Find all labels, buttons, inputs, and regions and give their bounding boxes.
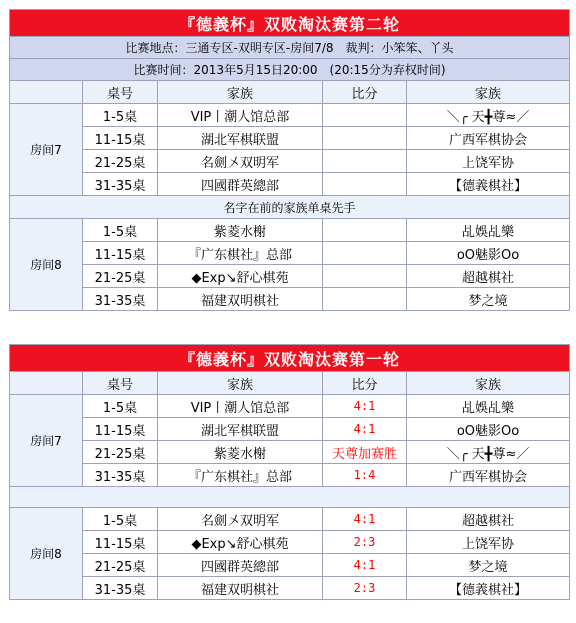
table-row [10, 219, 570, 242]
room-label: 房间8 [10, 508, 83, 600]
table-number: 11-15桌 [83, 531, 158, 554]
header-blank [10, 372, 83, 395]
table-number: 1-5桌 [83, 395, 158, 418]
table-number: 31-35桌 [83, 464, 158, 487]
table-row [10, 173, 570, 196]
table-row [10, 531, 570, 554]
family-a: 『广东棋社』总部 [158, 464, 323, 487]
family-b: oO魅影Oo [407, 242, 570, 265]
family-a: VIP丨潮人馆总部 [158, 395, 323, 418]
score: 2:3 [323, 577, 407, 600]
table-number: 21-25桌 [83, 150, 158, 173]
family-b: 上饶军协 [407, 150, 570, 173]
round2-table [9, 9, 570, 311]
header-score: 比分 [323, 81, 407, 104]
table-row [10, 150, 570, 173]
score [323, 127, 407, 150]
score [323, 288, 407, 311]
family-a: 名劍〤双明军 [158, 508, 323, 531]
table-number: 21-25桌 [83, 554, 158, 577]
header-table: 桌号 [83, 372, 158, 395]
table-row [10, 464, 570, 487]
family-a: 福建双明棋社 [158, 577, 323, 600]
header-family-b: 家族 [407, 372, 570, 395]
family-b: 乩娛乩樂 [407, 219, 570, 242]
spacer-row [10, 487, 570, 508]
table-number: 1-5桌 [83, 219, 158, 242]
score: 2:3 [323, 531, 407, 554]
family-b: 梦之境 [407, 288, 570, 311]
table-number: 11-15桌 [83, 127, 158, 150]
round1-table [9, 344, 570, 600]
score [323, 265, 407, 288]
table-row [10, 242, 570, 265]
family-b: ＼╭ 天╋尊≈／ [407, 104, 570, 127]
family-a: 名劍〤双明军 [158, 150, 323, 173]
score: 天尊加赛胜 [323, 441, 407, 464]
family-a: ◆Exp↘舒心棋苑 [158, 265, 323, 288]
table-row [10, 395, 570, 418]
score: 4:1 [323, 554, 407, 577]
table-number: 11-15桌 [83, 418, 158, 441]
table-number: 1-5桌 [83, 508, 158, 531]
round1-header-row [10, 372, 570, 395]
table-number: 1-5桌 [83, 104, 158, 127]
table-row [10, 418, 570, 441]
family-b: 梦之境 [407, 554, 570, 577]
room-label: 房间7 [10, 395, 83, 487]
family-b: 【德義棋社】 [407, 577, 570, 600]
round1-title: 『德義杯』双败淘汰赛第一轮 [10, 345, 570, 372]
score [323, 242, 407, 265]
family-a: 『广东棋社』总部 [158, 242, 323, 265]
family-b: ＼╭ 天╋尊≈／ [407, 441, 570, 464]
family-b: oO魅影Oo [407, 418, 570, 441]
room-label: 房间7 [10, 104, 83, 196]
family-b: 【德義棋社】 [407, 173, 570, 196]
family-b: 广西军棋协会 [407, 464, 570, 487]
round2-venue: 比赛地点：三通专区-双明专区-房间7/8 裁判：小笨笨、丫头 [10, 37, 570, 59]
family-a: 湖北军棋联盟 [158, 127, 323, 150]
score: 4:1 [323, 508, 407, 531]
table-number: 31-35桌 [83, 288, 158, 311]
table-row [10, 288, 570, 311]
table-row [10, 577, 570, 600]
table-row [10, 441, 570, 464]
family-a: 紫菱水榭 [158, 219, 323, 242]
header-family-b: 家族 [407, 81, 570, 104]
family-a: ◆Exp↘舒心棋苑 [158, 531, 323, 554]
header-table: 桌号 [83, 81, 158, 104]
score [323, 104, 407, 127]
header-blank [10, 81, 83, 104]
header-family-a: 家族 [158, 81, 323, 104]
family-a: 四國群英總部 [158, 173, 323, 196]
family-b: 超越棋社 [407, 508, 570, 531]
score [323, 173, 407, 196]
header-score: 比分 [323, 372, 407, 395]
family-b: 乩娛乩樂 [407, 395, 570, 418]
room-label: 房间8 [10, 219, 83, 311]
table-row [10, 554, 570, 577]
table-row [10, 127, 570, 150]
table-number: 11-15桌 [83, 242, 158, 265]
table-number: 31-35桌 [83, 577, 158, 600]
table-row [10, 104, 570, 127]
first-move-note: 名字在前的家族单桌先手 [10, 196, 570, 219]
score: 4:1 [323, 395, 407, 418]
family-b: 上饶军协 [407, 531, 570, 554]
table-row [10, 508, 570, 531]
round2-header-row [10, 81, 570, 104]
round2-time: 比赛时间：2013年5月15日20:00 (20:15分为弃权时间) [10, 59, 570, 81]
score: 1:4 [323, 464, 407, 487]
round2-title: 『德義杯』双败淘汰赛第二轮 [10, 10, 570, 37]
family-b: 广西军棋协会 [407, 127, 570, 150]
family-a: 紫菱水榭 [158, 441, 323, 464]
family-a: VIP丨潮人馆总部 [158, 104, 323, 127]
score [323, 150, 407, 173]
table-number: 21-25桌 [83, 441, 158, 464]
header-family-a: 家族 [158, 372, 323, 395]
family-a: 福建双明棋社 [158, 288, 323, 311]
family-a: 湖北军棋联盟 [158, 418, 323, 441]
score: 4:1 [323, 418, 407, 441]
family-a: 四國群英總部 [158, 554, 323, 577]
score [323, 219, 407, 242]
table-number: 31-35桌 [83, 173, 158, 196]
table-row [10, 265, 570, 288]
family-b: 超越棋社 [407, 265, 570, 288]
table-number: 21-25桌 [83, 265, 158, 288]
